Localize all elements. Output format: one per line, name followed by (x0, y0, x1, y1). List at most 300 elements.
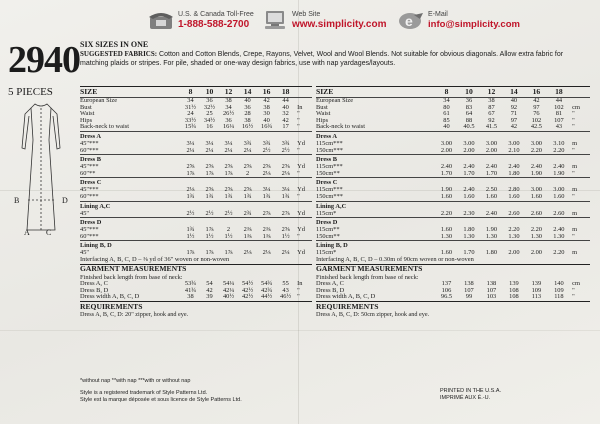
row-label: 150cm** (316, 169, 340, 177)
row-value: 1.60 (508, 192, 520, 200)
row-value: 87 (488, 103, 495, 111)
table-row (316, 164, 590, 171)
row-value: 44 (282, 97, 289, 104)
row-value: 1⅞ (186, 169, 195, 177)
row-value: 2½ (281, 146, 290, 154)
row-value: 3¼ (224, 139, 233, 147)
computer-icon (262, 9, 288, 31)
row-value: 61 (443, 110, 450, 118)
row-value: 40½ (222, 293, 235, 301)
row-value: 83 (465, 103, 473, 111)
row-value: 3¾ (243, 139, 252, 147)
size-header-row (316, 87, 590, 98)
section-heading: GARMENT MEASUREMENTS (80, 264, 312, 275)
section-heading: Lining B, D (80, 241, 312, 251)
row-unit: " (297, 123, 300, 131)
row-value: 80 (443, 103, 450, 111)
row-value: 2⅞ (262, 209, 271, 217)
row-value: 46½ (280, 293, 292, 301)
section-heading: Dress B (80, 155, 312, 165)
row-unit: " (572, 232, 575, 240)
row-value: 2⅝ (281, 226, 290, 234)
row-value: 92 (510, 103, 518, 111)
imperial-table (80, 86, 312, 318)
note-text: Finished back length from base of neck: (316, 273, 419, 281)
row-value: 2½ (205, 209, 214, 217)
row-unit: cm (572, 103, 580, 111)
row-value: 2¼ (281, 249, 290, 257)
row-value: 36 (225, 116, 232, 124)
row-value: 1.60 (485, 192, 498, 200)
table-row (80, 281, 312, 288)
row-value: 107 (486, 286, 497, 294)
row-unit: In (297, 103, 303, 111)
row-unit: m (572, 226, 578, 234)
section-heading-row (80, 131, 312, 141)
row-value: 55 (282, 280, 289, 288)
row-value: 1⅞ (186, 249, 195, 257)
size-header-label: SIZE (316, 87, 435, 98)
row-unit: " (297, 116, 300, 124)
requirements-row (80, 312, 312, 319)
nap-footnote: *without nap **with nap ***with or without nap (80, 378, 191, 384)
row-value: 38 (488, 97, 495, 104)
row-value: 71 (510, 110, 518, 118)
row-label: 60"** (80, 169, 96, 177)
requirements-row (316, 312, 590, 319)
row-value: 107 (464, 286, 474, 294)
size-header-row (80, 87, 312, 98)
email-label: E-Mail (428, 11, 448, 18)
row-label: 45" (80, 209, 89, 217)
row-value: 42 (282, 116, 289, 124)
size-header-value: 12 (480, 87, 502, 98)
section-heading: GARMENT MEASUREMENTS (316, 264, 590, 275)
section-heading: Dress C (80, 178, 312, 188)
row-value: 2.20 (553, 146, 565, 154)
table-row (316, 111, 590, 118)
trademark-line-1: Style is a registered trademark of Style Patterns Ltd. (80, 390, 208, 396)
row-unit: Yd (297, 209, 305, 217)
row-value: 41.5 (485, 123, 498, 131)
row-value: 137 (441, 280, 452, 288)
section-heading-row (80, 264, 312, 275)
row-value: 54¾ (261, 280, 273, 288)
metric-table (316, 86, 590, 318)
email-contact (398, 6, 520, 34)
row-value: 36 (244, 103, 251, 111)
row-value: 2.40 (463, 186, 475, 194)
row-value: 2.60 (530, 209, 542, 217)
suggested-fabrics (80, 50, 565, 68)
row-value: 138 (464, 280, 474, 288)
fold-crease (0, 330, 600, 331)
row-value: 76 (533, 110, 540, 118)
row-value: 1½ (205, 232, 214, 240)
row-value: 38 (263, 103, 270, 111)
dress-sketch (8, 100, 74, 240)
row-value: 1.70 (485, 169, 498, 177)
row-value: 2⅛ (262, 169, 271, 177)
note-row (316, 257, 590, 264)
row-value: 2.40 (485, 163, 498, 171)
row-value: 2.00 (463, 146, 475, 154)
row-value: 102 (554, 103, 564, 111)
row-value: 42¾ (261, 286, 273, 294)
row-value: 2⅝ (243, 163, 252, 171)
row-value: 53¾ (184, 280, 197, 288)
note-row (80, 275, 312, 282)
row-label: Bust (80, 103, 92, 111)
row-value: 1.30 (553, 232, 565, 240)
row-label: 115cm* (316, 249, 337, 257)
row-value: 1.60 (530, 192, 542, 200)
unit-header (295, 87, 312, 98)
section-heading: Lining B, D (316, 241, 590, 251)
size-header-value: 16 (257, 87, 276, 98)
row-value: 2 (226, 226, 231, 234)
row-label: 45"*** (80, 226, 99, 234)
row-value: 3.00 (530, 186, 542, 194)
section-heading-row (316, 241, 590, 251)
row-value: 107 (554, 116, 564, 124)
row-value: 2.20 (530, 146, 542, 154)
row-value: 2⅝ (205, 186, 214, 194)
row-value: 2⅝ (281, 163, 290, 171)
row-value: 108 (509, 286, 519, 294)
row-value: 40 (282, 103, 289, 111)
size-header-value: 10 (200, 87, 219, 98)
row-value: 42½ (241, 293, 254, 301)
row-value: 1.30 (530, 232, 542, 240)
row-value: 2½ (224, 209, 233, 217)
note-text: Interfacing A, B, C, D – 0.30m of 90cm woven or non-woven (316, 255, 474, 263)
section-heading-row (80, 201, 312, 211)
row-unit: Yd (297, 163, 305, 171)
size-header-value: 10 (458, 87, 480, 98)
row-value: 16¾ (261, 123, 273, 131)
table-row (80, 105, 312, 112)
row-unit: Yd (297, 139, 305, 147)
row-unit: " (572, 123, 575, 131)
row-label: 115cm** (316, 226, 340, 234)
row-value: 2.40 (553, 226, 565, 234)
size-header-value: 18 (276, 87, 295, 98)
row-value: 1.60 (463, 192, 475, 200)
row-label: Dress A, C (316, 280, 344, 288)
row-value: 109 (554, 286, 564, 294)
section-heading-row (316, 218, 590, 228)
row-unit: " (297, 110, 300, 118)
row-label: 60"*** (80, 232, 99, 240)
row-value: 34 (443, 97, 450, 104)
row-value: 36 (206, 97, 213, 104)
row-value: 1½ (224, 232, 233, 240)
section-heading-row (316, 131, 590, 141)
row-label: Dress B, D (316, 286, 345, 294)
row-value: 2.20 (508, 226, 520, 234)
row-value: 1.30 (508, 232, 520, 240)
note-text: Interfacing A, B, C, D – ⅜ yd of 36" woven or non-woven (80, 255, 230, 263)
row-value: 2¼ (224, 146, 233, 154)
phone-contact (148, 6, 254, 34)
table-row (80, 164, 312, 171)
printed-line-1: PRINTED IN THE U.S.A. (440, 388, 502, 394)
table-row (316, 194, 590, 201)
row-value: 2⅜ (262, 226, 271, 234)
row-unit: m (572, 139, 578, 147)
section-heading-row (316, 155, 590, 165)
row-label: 150cm*** (316, 192, 343, 200)
row-value: 1¾ (262, 192, 271, 200)
row-value: 3¼ (262, 186, 271, 194)
row-value: 43 (282, 286, 289, 294)
printed-notice (440, 388, 501, 402)
row-value: 42 (533, 97, 540, 104)
phone-number: 1-888-588-2700 (178, 19, 250, 30)
row-value: 1⅞ (224, 249, 233, 257)
row-value: 2⅜ (243, 226, 252, 234)
section-heading-row (316, 264, 590, 275)
row-label: Back-neck to waist (316, 123, 365, 131)
row-value: 139 (531, 280, 542, 288)
section-heading: Dress C (316, 178, 590, 188)
row-unit: " (297, 192, 300, 200)
row-unit: Yd (297, 186, 305, 194)
size-header-value: 8 (435, 87, 457, 98)
row-unit: In (297, 280, 303, 288)
row-unit: " (572, 293, 575, 301)
size-header-value: 14 (238, 87, 257, 98)
row-unit: " (297, 286, 300, 294)
row-label: 60"*** (80, 192, 99, 200)
table-row (316, 234, 590, 241)
row-value: 40 (510, 97, 518, 104)
row-value: 1.90 (485, 226, 498, 234)
row-value: 32½ (203, 103, 216, 111)
row-value: 118 (554, 293, 564, 301)
section-heading-row (316, 201, 590, 211)
row-value: 1.60 (440, 249, 453, 257)
row-value: 2¾ (243, 209, 252, 217)
row-value: 2.30 (463, 209, 475, 217)
row-label: 45"*** (80, 186, 99, 194)
row-value: 2.20 (553, 249, 565, 257)
row-value: 42 (510, 123, 518, 131)
row-label: 45"*** (80, 163, 99, 171)
size-header-value: 12 (219, 87, 238, 98)
row-label: Bust (316, 103, 328, 111)
row-value: 1.30 (463, 232, 475, 240)
row-label: 45" (80, 249, 89, 257)
table-row (80, 234, 312, 241)
row-value: 1.80 (508, 169, 520, 177)
table-row (316, 124, 590, 131)
row-value: 109 (531, 286, 542, 294)
row-unit: " (297, 232, 300, 240)
table-row (80, 194, 312, 201)
row-value: 1.60 (553, 192, 565, 200)
row-value: 1.90 (530, 169, 542, 177)
row-value: 40 (443, 123, 450, 131)
row-value: 2.40 (440, 163, 453, 171)
row-value: 43 (555, 123, 563, 131)
note-row (316, 275, 590, 282)
row-value: 3¾ (281, 139, 290, 147)
table-row (80, 171, 312, 178)
section-heading-row (80, 178, 312, 188)
row-value: 1⅞ (224, 169, 233, 177)
row-label: European Size (316, 97, 354, 104)
section-heading: Lining A,C (80, 201, 312, 211)
row-value: 44 (555, 97, 563, 104)
row-value: 1.70 (463, 169, 475, 177)
row-value: 1.90 (553, 169, 565, 177)
table-row (80, 148, 312, 155)
row-value: 2½ (186, 209, 195, 217)
row-value: 38 (187, 293, 194, 301)
row-value: 15¾ (184, 123, 197, 131)
email-icon (398, 9, 424, 31)
row-unit: Yd (297, 249, 305, 257)
row-value: 33½ (184, 116, 197, 124)
row-value: 2.00 (508, 249, 520, 257)
row-value: 2.60 (508, 209, 520, 217)
row-value: 2 (245, 169, 250, 177)
row-value: 2⅝ (186, 163, 195, 171)
row-value: 67 (488, 110, 495, 118)
web-label: Web Site (292, 11, 321, 18)
row-value: 88 (465, 116, 473, 124)
table-row (316, 227, 590, 234)
row-label: Dress width A, B, C, D (80, 293, 140, 301)
table-row (316, 148, 590, 155)
table-row (316, 105, 590, 112)
row-value: 1.90 (440, 186, 453, 194)
row-value: 139 (509, 280, 519, 288)
row-value: 16¼ (222, 123, 235, 131)
table-row (80, 124, 312, 131)
row-label: 150cm*** (316, 146, 343, 154)
row-value: 1.60 (440, 192, 453, 200)
row-value: 2.40 (463, 163, 475, 171)
table-row (316, 294, 590, 301)
row-value: 54½ (241, 280, 254, 288)
row-unit: " (572, 286, 575, 294)
table-row (80, 227, 312, 234)
row-value: 2½ (262, 146, 271, 154)
svg-text:e: e (405, 13, 413, 29)
row-value: 38 (244, 116, 251, 124)
row-value: 1.70 (440, 169, 453, 177)
table-row (316, 141, 590, 148)
view-label-a: A (24, 228, 30, 237)
section-heading: REQUIREMENTS (316, 301, 590, 312)
row-value: 3¼ (205, 139, 214, 147)
row-value: 42.5 (530, 123, 542, 131)
row-label: Hips (316, 116, 329, 124)
row-value: 1⅜ (262, 232, 271, 240)
row-unit: " (297, 169, 300, 177)
row-value: 28 (244, 110, 251, 118)
phone-icon (148, 9, 174, 31)
row-value: 40.5 (463, 123, 475, 131)
row-value: 24 (187, 110, 194, 118)
row-value: 2.10 (508, 146, 520, 154)
row-value: 30 (263, 110, 270, 118)
row-value: 2.20 (530, 226, 542, 234)
row-value: 1⅜ (243, 232, 252, 240)
row-value: 2.80 (508, 186, 520, 194)
row-value: 2.00 (485, 146, 498, 154)
row-value: 41¾ (184, 286, 197, 294)
row-label: Dress B, D (80, 286, 109, 294)
row-label: 60"*** (80, 146, 99, 154)
row-value: 81 (555, 110, 563, 118)
row-value: 3.00 (530, 139, 542, 147)
web-address: www.simplicity.com (292, 19, 387, 30)
trademark-line-2: Style est la marque déposée et sous licence de Style Patterns Ltd. (80, 397, 242, 403)
row-label: Dress width A, B, C, D (316, 293, 376, 301)
section-heading-row (80, 155, 312, 165)
row-unit: m (572, 163, 578, 171)
row-value: 3.00 (508, 139, 520, 147)
row-value: 108 (509, 293, 519, 301)
row-value: 32 (282, 110, 289, 118)
row-value: 34½ (203, 116, 216, 124)
row-value: 2⅝ (262, 163, 271, 171)
row-value: 138 (486, 280, 497, 288)
note-text: Finished back length from base of neck: (80, 273, 183, 281)
section-heading: Dress D (80, 218, 312, 228)
row-value: 97 (533, 103, 540, 111)
row-value: 85 (443, 116, 450, 124)
row-value: 17 (282, 123, 289, 131)
row-value: 1¾ (186, 226, 195, 234)
row-value: 42¼ (222, 286, 235, 294)
row-label: 45"*** (80, 139, 99, 147)
size-header-value: 14 (503, 87, 525, 98)
row-value: 106 (441, 286, 452, 294)
note-row (80, 257, 312, 264)
row-value: 2⅛ (281, 169, 290, 177)
row-label: 115cm*** (316, 163, 343, 171)
fabrics-label: SUGGESTED FABRICS: (80, 50, 158, 58)
row-unit: " (572, 169, 575, 177)
row-value: 42½ (241, 286, 254, 294)
section-heading: Dress B (316, 155, 590, 165)
row-value: 2⅞ (281, 209, 290, 217)
row-value: 2¼ (243, 146, 252, 154)
row-value: 2.40 (485, 209, 498, 217)
row-value: 39 (206, 293, 213, 301)
row-value: 2¼ (205, 146, 214, 154)
metric-chart (316, 86, 590, 318)
table-row (80, 294, 312, 301)
row-label: 115cm*** (316, 139, 343, 147)
row-unit: " (297, 293, 300, 301)
row-value: 1¾ (243, 192, 252, 200)
row-value: 42 (206, 286, 213, 294)
row-value: 3.00 (553, 186, 565, 194)
row-value: 1¾ (186, 192, 195, 200)
table-row (316, 281, 590, 288)
row-value: 2⅝ (243, 186, 252, 194)
row-value: 54 (206, 280, 213, 288)
row-value: 92 (488, 116, 495, 124)
table-row (80, 211, 312, 218)
section-heading: Dress D (316, 218, 590, 228)
